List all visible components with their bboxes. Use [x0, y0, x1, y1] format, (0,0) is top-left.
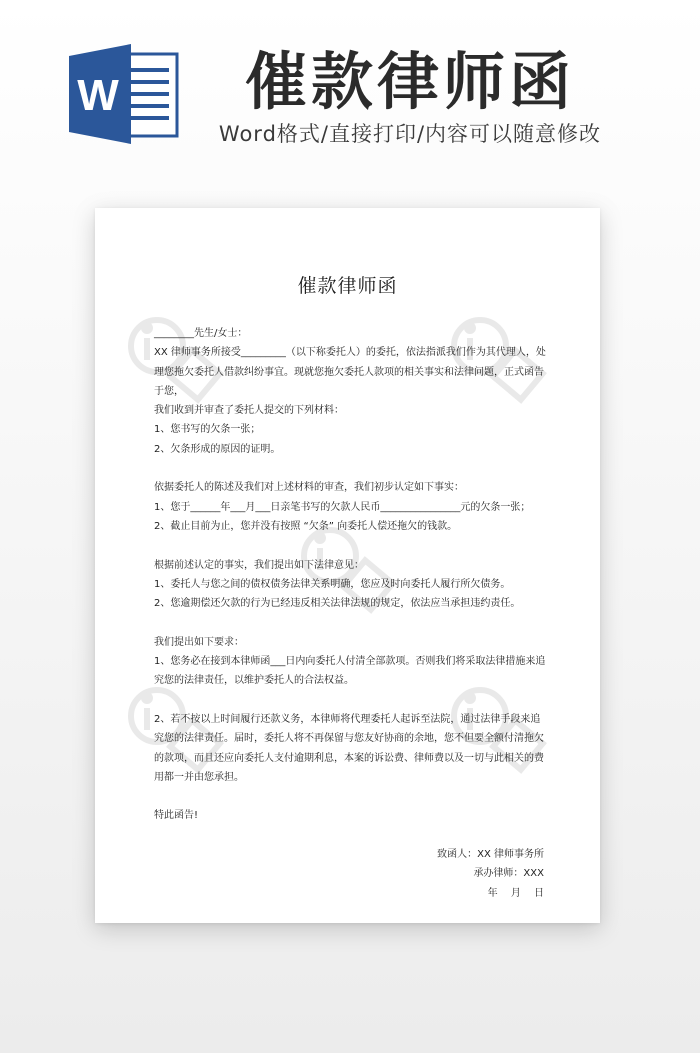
- demand-item: 2、若不按以上时间履行还款义务，本律师将代理委托人起诉至法院，通过法律手段来追究您的法律责任。届时，委托人将不再保留与您友好协商的余地，您不但要全额付清拖欠的款项，而且还应向委托人支付逾期利息，本案的诉讼费、律师费以及一切与此相关的费用都一并由您承担。: [154, 713, 544, 783]
- demands-heading: 我们提出如下要求：: [154, 636, 244, 648]
- intro-materials-heading: 我们收到并审查了委托人提交的下列材料：: [154, 405, 344, 417]
- opinion-item: 2、您逾期偿还欠款的行为已经违反相关法律法规的规定，依法应当承担违约责任。: [154, 598, 521, 610]
- word-icon-letter: W: [77, 71, 119, 120]
- document-title: 催款律师函: [297, 275, 398, 297]
- signature-date: 年 月 日: [487, 887, 544, 899]
- opinion-item: 1、委托人与您之间的债权债务法律关系明确，您应及时向委托人履行所欠债务。: [154, 578, 511, 590]
- document-page: [95, 208, 600, 923]
- signature-lawyer: 承办律师：XXX: [473, 868, 544, 880]
- demand-item: 1、您务必在接到本律师函___日内向委托人付清全部款项。否则我们将采取法律措施来追究您的法律责任，以维护委托人的合法权益。: [154, 656, 546, 687]
- facts-heading: 依据委托人的陈述及我们对上述材料的审查，我们初步认定如下事实：: [154, 482, 464, 494]
- material-item: 1、您书写的欠条一张；: [154, 424, 261, 436]
- salutation: ________先生/女士：: [154, 328, 248, 339]
- word-document-icon: [69, 44, 179, 144]
- fact-item: 2、截止目前为止，您并没有按照 “欠条” 向委托人偿还拖欠的钱款。: [154, 520, 458, 532]
- document-body: [154, 324, 546, 903]
- intro-paragraph: XX 律师事务所接受_________（以下称委托人）的委托，依法指派我们作为其代理人，处理您拖欠委托人借款纠纷事宜。现就您拖欠委托人款项的相关事实和法律问题，正式函告于您，: [154, 347, 546, 397]
- material-item: 2、欠条形成的原因的证明。: [154, 443, 281, 455]
- signature-sender: 致函人：XX 律师事务所: [437, 849, 544, 861]
- banner-title: 催款律师函: [244, 45, 575, 118]
- banner-subtitle: Word格式/直接打印/内容可以随意修改: [218, 122, 602, 146]
- closing-line: 特此函告!: [154, 810, 199, 822]
- fact-item: 1、您于______年___月___日亲笔书写的欠款人民币________________元的欠条一张；: [154, 501, 531, 513]
- opinions-heading: 根据前述认定的事实，我们提出如下法律意见：: [154, 559, 364, 571]
